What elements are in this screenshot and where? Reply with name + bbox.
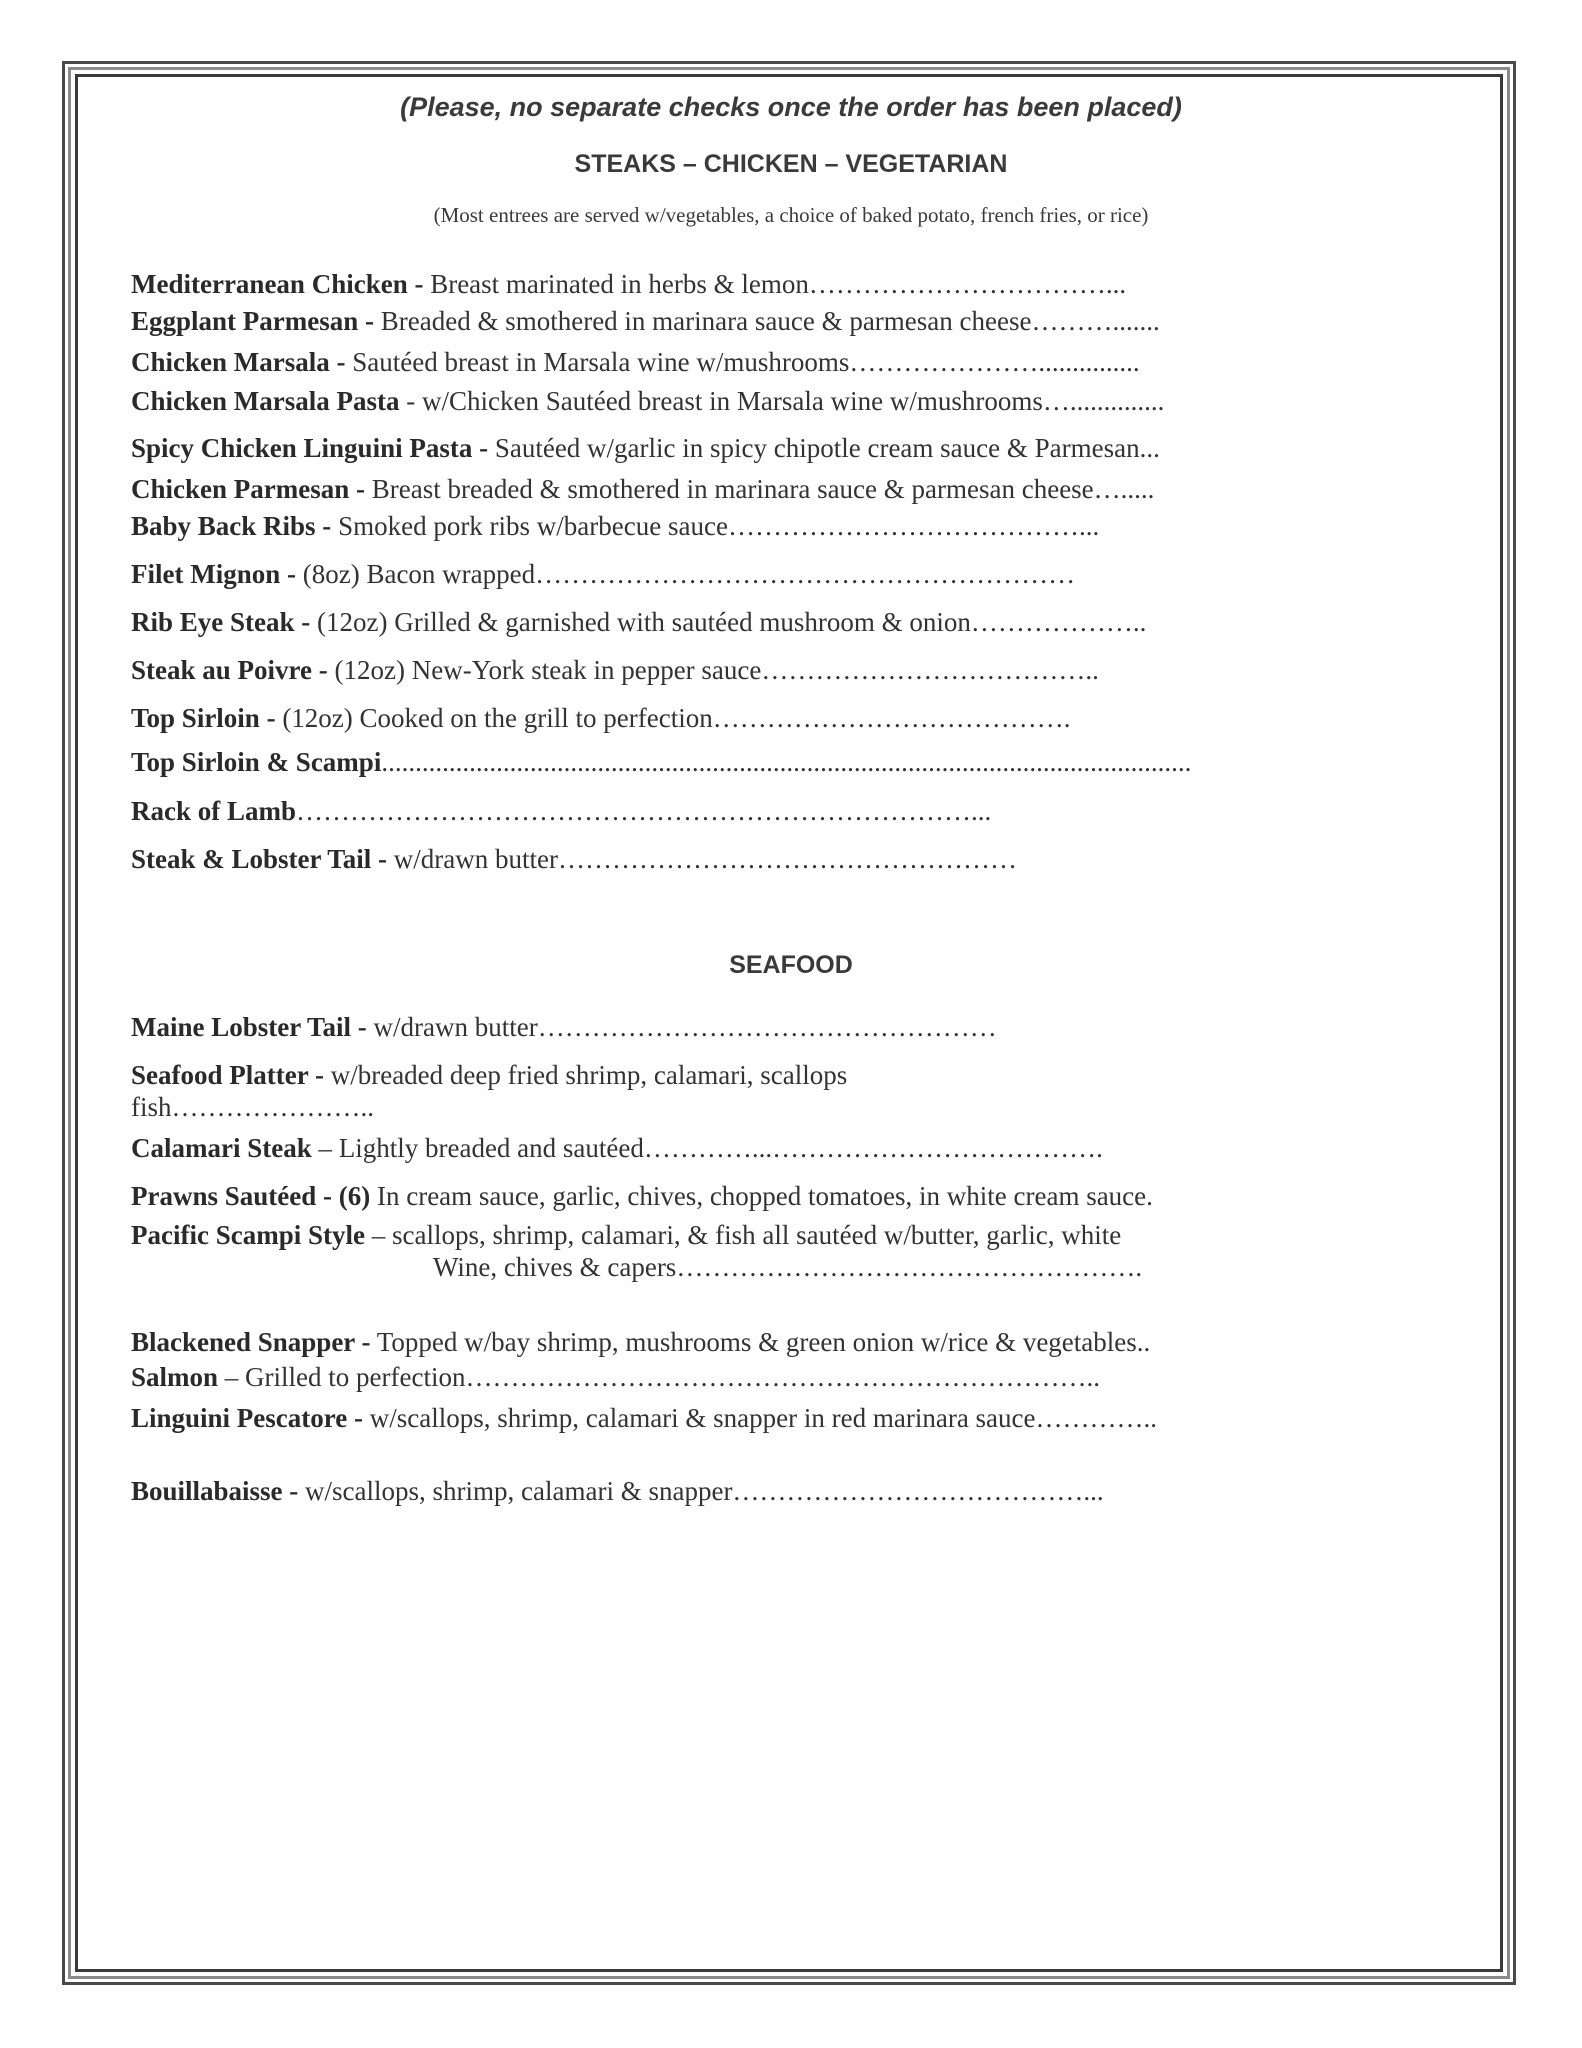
item-name: Pacific Scampi Style: [131, 1220, 365, 1250]
menu-item: [131, 1132, 1103, 1164]
menu-item: [131, 385, 1164, 417]
item-name: Bouillabaisse -: [131, 1476, 299, 1506]
item-name: Seafood Platter -: [131, 1060, 324, 1090]
menu-item: [131, 558, 1075, 590]
item-name: Mediterranean Chicken -: [131, 269, 424, 299]
item-description: Breast breaded & smothered in marinara sauce & parmesan cheese….....: [364, 474, 1155, 504]
menu-item: [131, 1326, 1150, 1358]
menu-item: [131, 795, 991, 827]
menu-item: [131, 1059, 847, 1123]
item-name: Steak au Poivre -: [131, 655, 328, 685]
item-description: - w/Chicken Sautéed breast in Marsala wine w/mushrooms…..............: [399, 386, 1165, 416]
item-name: Rib Eye Steak -: [131, 607, 311, 637]
item-description: w/breaded deep fried shrimp, calamari, scallops: [323, 1060, 848, 1090]
item-description: Breaded & smothered in marinara sauce & parmesan cheese……….......: [374, 306, 1160, 336]
item-name: Calamari Steak: [131, 1133, 312, 1163]
menu-item: [131, 510, 1099, 542]
item-description-continued: Wine, chives & capers…………………………………………….: [433, 1252, 1143, 1282]
item-description: Topped w/bay shrimp, mushrooms & green onion w/rice & vegetables..: [370, 1327, 1151, 1357]
menu-item: [131, 1402, 1157, 1434]
menu-item: [131, 746, 1191, 778]
item-description: – Grilled to perfection……………………………………………………………..: [218, 1362, 1100, 1392]
menu-item: [131, 654, 1099, 686]
item-description: In cream sauce, garlic, chives, chopped tomatoes, in white cream sauce.: [370, 1181, 1153, 1211]
order-notice: (Please, no separate checks once the order has been placed): [400, 92, 1182, 122]
item-description: Breast marinated in herbs & lemon……………………………...: [423, 269, 1127, 299]
item-name: Chicken Parmesan -: [131, 474, 365, 504]
menu-item: [131, 346, 1140, 378]
item-description: w/drawn butter……………………………………………: [387, 844, 1017, 874]
section-title-seafood: SEAFOOD: [729, 951, 853, 979]
item-name: Linguini Pescatore -: [131, 1403, 363, 1433]
item-description: Sautéed breast in Marsala wine w/mushrooms…………………...............: [345, 347, 1140, 377]
item-description: …………………………………………………………………...: [296, 796, 992, 826]
menu-item: [131, 1219, 1142, 1283]
item-name: Blackened Snapper -: [131, 1327, 371, 1357]
item-name: Prawns Sautéed - (6): [131, 1181, 371, 1211]
item-description: ........................................................................................................................: [381, 747, 1192, 777]
item-description: (12oz) Cooked on the grill to perfection………………………………….: [275, 703, 1071, 733]
menu-item: [131, 1361, 1100, 1393]
item-name: Spicy Chicken Linguini Pasta -: [131, 433, 489, 463]
menu-item: [131, 432, 1160, 464]
section-subtitle-steaks: (Most entrees are served w/vegetables, a choice of baked potato, french fries, or rice): [433, 203, 1149, 227]
item-name: Rack of Lamb: [131, 796, 297, 826]
item-name: Chicken Marsala Pasta: [131, 386, 400, 416]
item-description: w/drawn butter……………………………………………: [366, 1012, 997, 1042]
item-name: Steak & Lobster Tail -: [131, 844, 388, 874]
menu-item: [131, 702, 1070, 734]
item-description: – scallops, shrimp, calamari, & fish all sautéed w/butter, garlic, white: [364, 1220, 1122, 1250]
item-name: Filet Mignon -: [131, 559, 296, 589]
item-description: (8oz) Bacon wrapped……………………………………………………: [295, 559, 1076, 589]
menu-item: [131, 843, 1017, 875]
item-name: Salmon: [131, 1362, 219, 1392]
item-description: Smoked pork ribs w/barbecue sauce…………………………………...: [331, 511, 1100, 541]
item-name: Baby Back Ribs -: [131, 511, 332, 541]
menu-item: [131, 473, 1154, 505]
item-name: Top Sirloin & Scampi: [131, 747, 382, 777]
item-name: Maine Lobster Tail -: [131, 1012, 367, 1042]
menu-item: [131, 1475, 1104, 1507]
menu-item: [131, 606, 1146, 638]
item-description: – Lightly breaded and sautéed…………...……………………………….: [311, 1133, 1103, 1163]
menu-item: [131, 268, 1126, 300]
item-description: w/scallops, shrimp, calamari & snapper in red marinara sauce…………..: [363, 1403, 1158, 1433]
item-description: w/scallops, shrimp, calamari & snapper…………………………………...: [298, 1476, 1104, 1506]
menu-item: [131, 1011, 997, 1043]
item-name: Top Sirloin -: [131, 703, 276, 733]
section-title-steaks: STEAKS – CHICKEN – VEGETARIAN: [574, 150, 1008, 178]
item-description-continued: fish…………………..: [131, 1092, 374, 1122]
item-description: (12oz) New-York steak in pepper sauce………………………………..: [327, 655, 1099, 685]
menu-item: [131, 1180, 1153, 1212]
menu-item: [131, 305, 1160, 337]
item-description: Sautéed w/garlic in spicy chipotle cream sauce & Parmesan...: [488, 433, 1160, 463]
item-name: Chicken Marsala -: [131, 347, 346, 377]
item-description: (12oz) Grilled & garnished with sautéed mushroom & onion………………..: [310, 607, 1147, 637]
item-name: Eggplant Parmesan -: [131, 306, 374, 336]
